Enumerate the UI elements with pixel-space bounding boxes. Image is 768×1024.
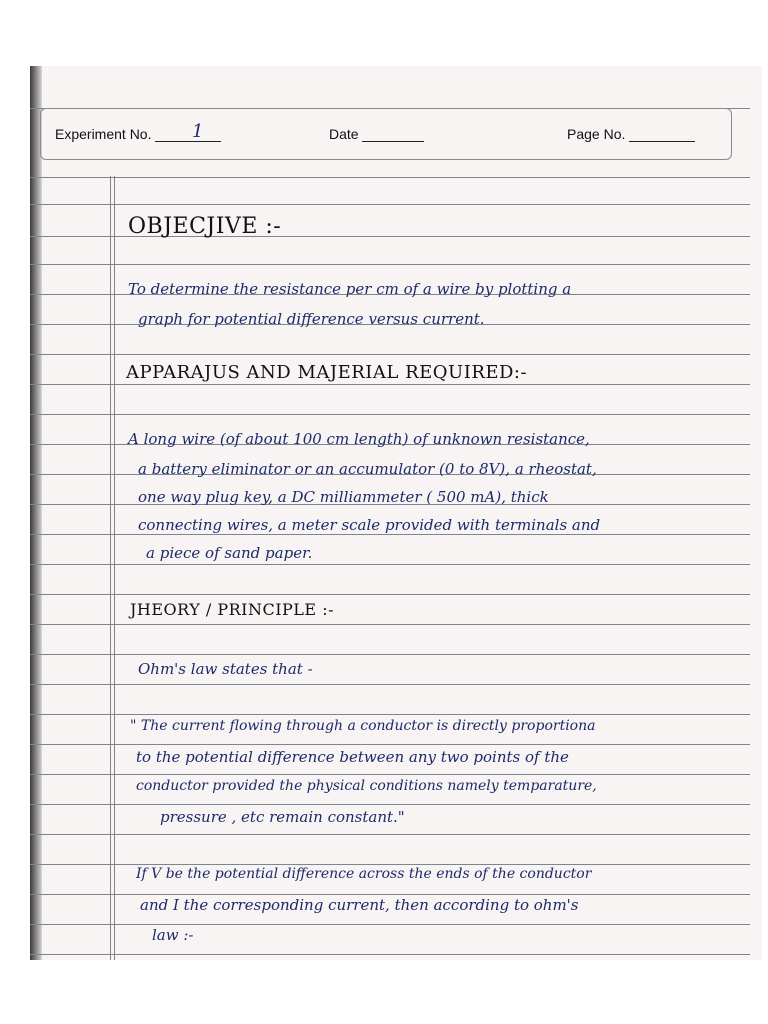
notebook-spine — [30, 66, 42, 960]
ruled-line — [30, 744, 750, 745]
theory-line: to the potential difference between any two points of the — [136, 748, 569, 766]
ruled-line — [30, 384, 750, 385]
date-blank — [362, 141, 424, 142]
experiment-number-value: 1 — [192, 121, 204, 142]
objective-heading: OBJECJIVE :- — [128, 214, 282, 239]
objective-line: graph for potential difference versus current. — [138, 310, 485, 328]
objective-line: To determine the resistance per cm of a wire by plotting a — [128, 280, 572, 298]
ruled-line — [30, 924, 750, 925]
theory-heading: JHEORY / PRINCIPLE :- — [130, 600, 334, 619]
ruled-line — [30, 594, 750, 595]
ruled-line — [30, 714, 750, 715]
apparatus-heading: APPARAJUS AND MAJERIAL REQUIRED:- — [126, 362, 528, 383]
ruled-line — [30, 774, 750, 775]
theory-line: law :- — [152, 926, 194, 944]
experiment-number-blank — [155, 141, 221, 142]
experiment-number-label: Experiment No. — [55, 126, 152, 142]
ruled-line — [30, 177, 750, 178]
ruled-line — [30, 654, 750, 655]
date-label: Date — [329, 126, 359, 142]
apparatus-line: a battery eliminator or an accumulator (0 to 8V), a rheostat, — [138, 460, 597, 478]
page-number-field — [567, 126, 695, 142]
theory-line: Ohm's law states that - — [138, 660, 313, 678]
ruled-line — [30, 354, 750, 355]
page-number-label: Page No. — [567, 126, 626, 142]
margin-line — [114, 176, 115, 960]
apparatus-line: A long wire (of about 100 cm length) of unknown resistance, — [128, 430, 590, 448]
ruled-line — [30, 204, 750, 205]
ruled-line — [30, 564, 750, 565]
date-field — [329, 126, 424, 142]
ruled-line — [30, 834, 750, 835]
ruled-line — [30, 534, 750, 535]
notebook-page — [30, 66, 762, 960]
theory-line: and I the corresponding current, then according to ohm's — [140, 896, 579, 914]
experiment-number-field — [55, 121, 221, 142]
theory-line: pressure , etc remain constant." — [160, 808, 405, 826]
page-number-blank — [629, 141, 695, 142]
theory-line: If V be the potential difference across the ends of the conductor — [136, 866, 592, 882]
ruled-line — [30, 624, 750, 625]
margin-line — [110, 176, 111, 960]
apparatus-line: one way plug key, a DC milliammeter ( 500 mA), thick — [138, 488, 549, 506]
theory-line: conductor provided the physical conditions namely temparature, — [136, 778, 597, 794]
ruled-line — [30, 864, 750, 865]
ruled-line — [30, 414, 750, 415]
apparatus-line: connecting wires, a meter scale provided with terminals and — [138, 516, 601, 534]
ruled-line — [30, 804, 750, 805]
ruled-line — [30, 264, 750, 265]
ruled-line — [30, 954, 750, 955]
experiment-header — [40, 108, 732, 160]
ruled-line — [30, 684, 750, 685]
ruled-line — [30, 894, 750, 895]
apparatus-line: a piece of sand paper. — [146, 544, 313, 562]
theory-line: " The current flowing through a conductor is directly proportiona — [130, 718, 596, 734]
